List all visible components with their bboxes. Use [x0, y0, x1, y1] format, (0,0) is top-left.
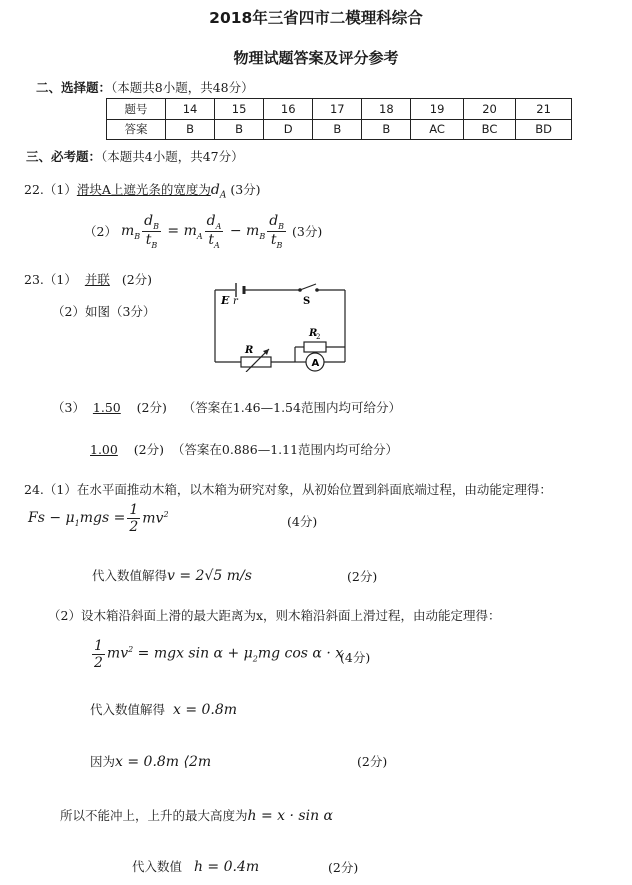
r2-label: R: [309, 328, 318, 339]
table-header-number: 题号: [107, 99, 166, 120]
resistor-r2: [304, 342, 326, 352]
circuit-diagram: [205, 282, 355, 372]
q23-part3-line2: 1.00 (2分) （答案在0.886—1.11范围内均可给分）: [90, 442, 399, 457]
table-cell-number: 16: [264, 99, 313, 120]
battery-symbol: [236, 283, 244, 297]
q23-part1: 23.（1） 并联 (2分): [24, 272, 153, 287]
ammeter-label: A: [311, 358, 320, 369]
table-cell-number: 19: [411, 99, 463, 120]
table-cell-answer: D: [264, 119, 313, 140]
table-cell-number: 17: [313, 99, 362, 120]
table-cell-answer: B: [313, 119, 362, 140]
answer-table: [106, 98, 572, 140]
q24-eq1-score: (4分): [287, 514, 318, 529]
q24-sub2: 代入数值解得 x = 0.8m: [90, 702, 238, 718]
page-subtitle: 物理试题答案及评分参考: [233, 49, 399, 67]
table-cell-number: 21: [516, 99, 572, 120]
q24-because-score: (2分): [357, 754, 388, 769]
page-title: 2018年三省四市二模理科综合: [209, 9, 423, 27]
table-cell-answer: AC: [411, 119, 463, 140]
table-cell-number: 20: [463, 99, 515, 120]
q23-part3-line1: （3） 1.50 (2分) （答案在1.46—1.54范围内均可给分）: [52, 400, 401, 415]
table-header-answer: 答案: [107, 119, 166, 140]
table-row-numbers: [107, 99, 572, 120]
table-cell-number: 15: [215, 99, 264, 120]
q24-last-score: (2分): [328, 860, 359, 875]
q24-part2: （2）设木箱沿斜面上滑的最大距离为x，则木箱沿斜面上滑过程，由动能定理得：: [48, 608, 501, 623]
q24-equation1: $Fs - \mu_1mgs$ = $\frac{1}{2}$ $mv^2$: [28, 502, 169, 536]
q24-last: 代入数值 h = 0.4m: [132, 859, 260, 875]
q22-formula: $m_B$: [120, 222, 141, 241]
table-row-answers: [107, 119, 572, 140]
table-cell-answer: B: [215, 119, 264, 140]
switch-symbol: [298, 284, 319, 292]
q24-part1: 24.（1）在水平面推动木箱，以木箱为研究对象，从初始位置到斜面底端过程，由动能定理得：: [24, 482, 552, 497]
q24-sub1-score: (2分): [347, 569, 378, 584]
q24-eq2-score: (4分): [340, 650, 371, 665]
q22-part1: 22.（1）滑块A上遮光条的宽度为$d_A$ (3分): [24, 182, 261, 201]
rheostat-label: R: [245, 345, 254, 356]
q24-so: 所以不能冲上，上升的最大高度为h = x · sin α: [60, 808, 333, 824]
table-cell-answer: BC: [463, 119, 515, 140]
section-choice-heading: 二、选择题：（本题共8小题，共48分）: [36, 80, 254, 95]
q22-part2: （2） $m_B$ $\frac{d_B}{t_B}$ = $m_A$ $\frac{d_A}{t_A}$ − $m_B$ $\frac{d_B}{t_B}$ (3分): [84, 213, 323, 250]
q24-sub1: 代入数值解得v = 2√5 m/s: [92, 568, 252, 584]
r2-subscript: 2: [316, 333, 321, 341]
q24-equation2: $\frac{1}{2}$ $mv^2$ = mgx $\sin \alpha + \mu_2mg$ cos α · x: [94, 638, 344, 672]
table-cell-answer: B: [166, 119, 215, 140]
section-required-heading: 三、必考题：（本题共4小题，共47分）: [26, 149, 244, 164]
table-cell-number: 14: [166, 99, 215, 120]
internal-resistance-label: r: [233, 296, 238, 307]
table-cell-number: 18: [362, 99, 411, 120]
q24-because: 因为x = 0.8m ⟨2m: [90, 754, 212, 770]
battery-label: E: [221, 294, 230, 307]
table-cell-answer: BD: [516, 119, 572, 140]
q23-part2: （2）如图（3分）: [52, 304, 156, 319]
switch-label: S: [303, 296, 311, 307]
table-cell-answer: B: [362, 119, 411, 140]
